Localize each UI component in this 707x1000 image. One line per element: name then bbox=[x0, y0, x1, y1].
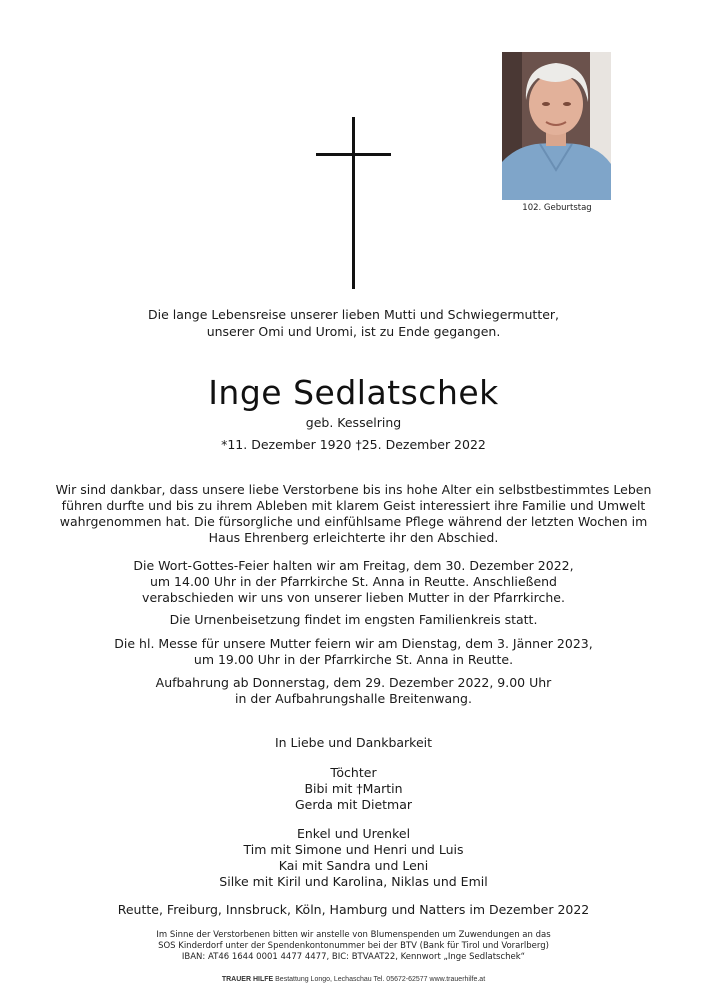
service-paragraph bbox=[0, 558, 707, 606]
life-dates: *11. Dezember 1920 †25. Dezember 2022 bbox=[221, 437, 486, 452]
family-line: Gerda mit Dietmar bbox=[294, 797, 413, 812]
grandchildren-list bbox=[0, 826, 707, 890]
footer-brand: TRAUER HILFE bbox=[221, 976, 274, 983]
mass-paragraph bbox=[0, 636, 707, 668]
cross-vertical-bar bbox=[352, 117, 355, 289]
photo-caption: 102. Geburtstag bbox=[522, 203, 592, 213]
places-and-date: Reutte, Freiburg, Innsbruck, Köln, Hamburg und Natters im Dezember 2022 bbox=[117, 902, 590, 917]
text-line: um 14.00 Uhr in der Pfarrkirche St. Anna in Reutte. Anschließend bbox=[149, 574, 557, 589]
text-line: in der Aufbahrungshalle Breitenwang. bbox=[235, 691, 472, 706]
text-line: Wir sind dankbar, dass unsere liebe Verstorbene bis ins hohe Alter ein selbstbestimmtes Leben bbox=[55, 482, 652, 497]
text-line: Aufbahrung ab Donnerstag, dem 29. Dezember 2022, 9.00 Uhr bbox=[155, 675, 552, 690]
family-line: Enkel und Urenkel bbox=[296, 826, 411, 841]
viewing-paragraph bbox=[0, 675, 707, 707]
cross-horizontal-bar bbox=[316, 153, 391, 156]
family-line: Silke mit Kiril und Karolina, Niklas und Emil bbox=[219, 874, 488, 889]
daughters-list bbox=[0, 765, 707, 813]
portrait-illustration bbox=[502, 52, 611, 200]
family-line: Kai mit Sandra und Leni bbox=[278, 858, 429, 873]
closing-line: In Liebe und Dankbarkeit bbox=[274, 735, 433, 750]
urn-paragraph bbox=[0, 612, 707, 628]
note-line: Im Sinne der Verstorbenen bitten wir anstelle von Blumenspenden um Zuwendungen an das bbox=[156, 930, 551, 940]
portrait-photo bbox=[502, 52, 611, 200]
donation-note bbox=[0, 930, 707, 963]
note-line: SOS Kinderdorf unter der Spendenkontonummer bei der BTV (Bank für Tirol und Vorarlberg) bbox=[158, 941, 549, 951]
tribute-paragraph bbox=[0, 482, 707, 546]
text-line: Die Urnenbeisetzung findet im engsten Familienkreis statt. bbox=[169, 612, 538, 627]
text-line: verabschieden wir uns von unserer lieben Mutter in der Pfarrkirche. bbox=[142, 590, 565, 605]
footer-text: Bestattung Longo, Lechaschau Tel. 05672-62577 www.trauerhilfe.at bbox=[273, 976, 486, 983]
deceased-name: Inge Sedlatschek bbox=[208, 373, 499, 412]
text-line: Haus Ehrenberg erleichterte ihr den Abschied. bbox=[208, 530, 499, 545]
text-line: wahrgenommen hat. Die fürsorgliche und einfühlsame Pflege während der letzten Wochen im bbox=[59, 514, 648, 529]
birth-name: geb. Kesselring bbox=[305, 415, 402, 430]
family-line: Bibi mit †Martin bbox=[304, 781, 403, 796]
intro-line: unserer Omi und Uromi, ist zu Ende gegangen. bbox=[206, 324, 501, 339]
text-line: führen durfte und bis zu ihrem Ableben mit klarem Geist interessiert ihre Familie und Umwelt bbox=[61, 498, 646, 513]
text-line: Die Wort-Gottes-Feier halten wir am Freitag, dem 30. Dezember 2022, bbox=[133, 558, 574, 573]
text-line: Die hl. Messe für unsere Mutter feiern wir am Dienstag, dem 3. Jänner 2023, bbox=[114, 636, 593, 651]
text-line: um 19.00 Uhr in der Pfarrkirche St. Anna in Reutte. bbox=[193, 652, 514, 667]
funeral-home-footer bbox=[0, 976, 707, 983]
family-line: Tim mit Simone und Henri und Luis bbox=[243, 842, 464, 857]
family-line: Töchter bbox=[330, 765, 377, 780]
intro-text bbox=[0, 306, 707, 340]
note-line: IBAN: AT46 1644 0001 4477 4477, BIC: BTVAAT22, Kennwort „Inge Sedlatschek“ bbox=[181, 952, 526, 962]
intro-line: Die lange Lebensreise unserer lieben Mutti und Schwiegermutter, bbox=[147, 307, 560, 322]
